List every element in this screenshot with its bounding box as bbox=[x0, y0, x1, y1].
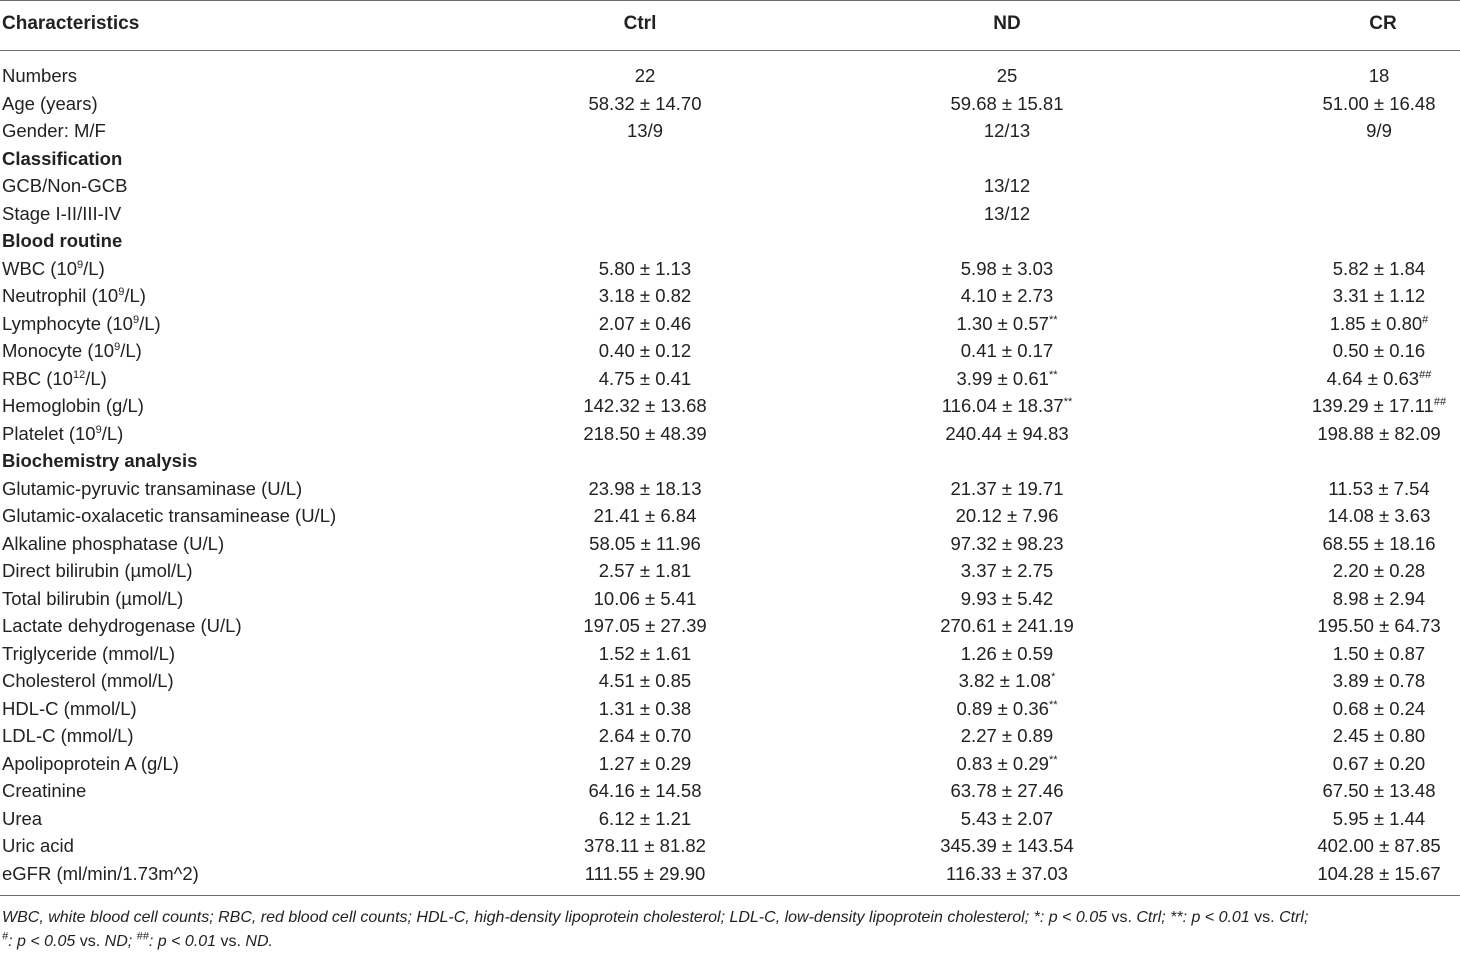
cr-value: 0.50 ± 0.16 bbox=[1332, 340, 1426, 361]
ctrl-value: 64.16 ± 14.58 bbox=[588, 780, 702, 801]
nd-value: 240.44 ± 94.83 bbox=[945, 422, 1069, 444]
table-row bbox=[0, 667, 1460, 695]
row-label: Neutrophil $(10^9/L)$ bbox=[2, 285, 146, 306]
table-row bbox=[0, 530, 1460, 558]
cr-value: 5.95 ± 1.44 bbox=[1332, 807, 1426, 829]
table-row bbox=[0, 310, 1460, 338]
nd-value: 3.37 ± 2.75 bbox=[960, 560, 1054, 581]
table-row bbox=[0, 777, 1460, 805]
table-row bbox=[0, 502, 1460, 530]
cr-value: 198.88 ± 82.09 bbox=[1317, 422, 1441, 444]
table-row bbox=[0, 805, 1460, 833]
section-row bbox=[0, 447, 1460, 475]
ctrl-value: 0.40 ± 0.12 bbox=[598, 340, 692, 361]
ctrl-value: 58.32 ± 14.70 bbox=[588, 92, 702, 114]
row-label: eGFR (ml/min/1.73m^2) bbox=[2, 862, 199, 884]
ctrl-value: 1.52 ± 1.61 bbox=[598, 642, 692, 664]
table-row bbox=[0, 337, 1460, 365]
cr-value: 5.82 ± 1.84 bbox=[1332, 257, 1426, 279]
header-rule bbox=[0, 50, 1460, 51]
ctrl-value: 22 bbox=[634, 65, 656, 86]
cr-value: 68.55 ± 18.16 bbox=[1322, 532, 1436, 554]
section-label: Classification bbox=[2, 147, 123, 169]
nd-value: 59.68 ± 15.81 bbox=[950, 92, 1064, 114]
row-label: Cholesterol (mmol/L) bbox=[2, 670, 174, 691]
row-label: Glutamic-oxalacetic transaminease (U/L) bbox=[2, 505, 337, 526]
section-row bbox=[0, 145, 1460, 173]
cr-value: 11.53 ± 7.54 bbox=[1328, 477, 1430, 499]
ctrl-value: 197.05 ± 27.39 bbox=[583, 615, 707, 636]
row-label: RBC $(10^{12}/L)$ bbox=[2, 367, 107, 389]
row-label: Creatinine bbox=[2, 780, 87, 801]
nd-value: 5.98 ± 3.03 bbox=[960, 257, 1054, 279]
cr-value: 1.85 ± 0.80# bbox=[1329, 312, 1429, 334]
ctrl-value: 111.55 ± 29.90 bbox=[584, 862, 706, 884]
table-top-rule bbox=[0, 0, 1460, 1]
ctrl-value: 10.06 ± 5.41 bbox=[593, 587, 697, 609]
cr-value: 195.50 ± 64.73 bbox=[1317, 615, 1441, 636]
ctrl-value: 4.75 ± 0.41 bbox=[598, 367, 692, 389]
cr-value: 51.00 ± 16.48 bbox=[1322, 92, 1436, 114]
ctrl-value: 142.32 ± 13.68 bbox=[583, 395, 707, 416]
cr-value: 67.50 ± 13.48 bbox=[1322, 780, 1436, 801]
nd-value: 0.89 ± 0.36** bbox=[956, 697, 1058, 719]
row-label: Age (years) bbox=[2, 92, 98, 114]
cr-value: 139.29 ± 17.11## bbox=[1311, 395, 1447, 416]
row-label: Monocyte $(10^9/L)$ bbox=[2, 340, 142, 361]
row-label: Hemoglobin (g/L) bbox=[2, 395, 144, 416]
ctrl-value: 378.11 ± 81.82 bbox=[584, 835, 706, 856]
cr-value: 0.67 ± 0.20 bbox=[1332, 752, 1426, 774]
table-row bbox=[0, 585, 1460, 613]
table-row bbox=[0, 255, 1460, 283]
ctrl-value: 5.80 ± 1.13 bbox=[598, 257, 692, 279]
nd-value: 9.93 ± 5.42 bbox=[960, 587, 1054, 609]
table-row bbox=[0, 640, 1460, 668]
ctrl-value: 58.05 ± 11.96 bbox=[589, 532, 701, 554]
row-label: Gender: M/F bbox=[2, 120, 106, 141]
cr-value: 0.68 ± 0.24 bbox=[1332, 697, 1426, 719]
row-label: Total bilirubin (µmol/L) bbox=[2, 587, 184, 609]
table-row bbox=[0, 475, 1460, 503]
row-label: Lactate dehydrogenase (U/L) bbox=[2, 615, 242, 636]
row-label: Urea bbox=[2, 807, 43, 829]
table-row bbox=[0, 365, 1460, 393]
row-label: Glutamic-pyruvic transaminase (U/L) bbox=[2, 477, 303, 499]
table-footnote: WBC, white blood cell counts; RBC, red blood cell counts; HDL-C, high-density lipoprotein cholesterol; LDL-C, low-density lipoprotein cholesterol; *: p < 0.05 vs. Ctrl; **: p < 0.01 vs. Ctrl; #: p < 0.05 vs. ND; ##: p < 0.01 vs. ND. bbox=[2, 909, 1309, 950]
nd-value: 2.27 ± 0.89 bbox=[960, 725, 1054, 746]
nd-value: 21.37 ± 19.71 bbox=[950, 477, 1064, 499]
table-row bbox=[0, 695, 1460, 723]
nd-value: 97.32 ± 98.23 bbox=[950, 532, 1064, 554]
nd-value: 270.61 ± 241.19 bbox=[940, 615, 1074, 636]
table-row bbox=[0, 722, 1460, 750]
table-row bbox=[0, 557, 1460, 585]
table-row bbox=[0, 750, 1460, 778]
cr-value: 8.98 ± 2.94 bbox=[1332, 587, 1426, 609]
nd-value: 5.43 ± 2.07 bbox=[960, 807, 1054, 829]
nd-value: 0.41 ± 0.17 bbox=[960, 340, 1054, 361]
row-label: WBC $(10^9/L)$ bbox=[2, 257, 105, 279]
cr-value: 2.45 ± 0.80 bbox=[1332, 725, 1426, 746]
section-row bbox=[0, 227, 1460, 255]
cr-value: 3.31 ± 1.12 bbox=[1332, 285, 1426, 306]
section-label: Biochemistry analysis bbox=[2, 450, 198, 471]
table-row bbox=[0, 392, 1460, 420]
header-ctrl: Ctrl bbox=[623, 13, 657, 34]
ctrl-value: 23.98 ± 18.13 bbox=[588, 477, 702, 499]
cr-value: 402.00 ± 87.85 bbox=[1317, 835, 1441, 856]
ctrl-value: 2.57 ± 1.81 bbox=[598, 560, 692, 581]
row-label: Stage I-II/III-IV bbox=[2, 202, 122, 224]
header-characteristics: Characteristics bbox=[2, 13, 140, 34]
ctrl-value: 3.18 ± 0.82 bbox=[598, 285, 692, 306]
ctrl-value: 1.27 ± 0.29 bbox=[598, 752, 692, 774]
table-row bbox=[0, 282, 1460, 310]
nd-value: 1.30 ± 0.57** bbox=[956, 312, 1058, 334]
cr-value: 14.08 ± 3.63 bbox=[1327, 505, 1431, 526]
table-row bbox=[0, 200, 1460, 228]
nd-value: 25 bbox=[996, 65, 1018, 86]
nd-value: 3.99 ± 0.61** bbox=[956, 367, 1058, 389]
table-row bbox=[0, 62, 1460, 90]
nd-value: 345.39 ± 143.54 bbox=[940, 835, 1074, 856]
nd-value: 4.10 ± 2.73 bbox=[960, 285, 1054, 306]
ctrl-value: 21.41 ± 6.84 bbox=[593, 505, 697, 526]
nd-value: 63.78 ± 27.46 bbox=[950, 780, 1064, 801]
cr-value: 2.20 ± 0.28 bbox=[1332, 560, 1426, 581]
nd-value: 13/12 bbox=[983, 175, 1031, 196]
nd-value: 3.82 ± 1.08* bbox=[958, 670, 1056, 691]
ctrl-value: 1.31 ± 0.38 bbox=[598, 697, 692, 719]
table-row bbox=[0, 612, 1460, 640]
row-label: Platelet $(10^9/L)$ bbox=[2, 422, 124, 444]
row-label: Lymphocyte $(10^9/L)$ bbox=[2, 312, 161, 334]
ctrl-value: 6.12 ± 1.21 bbox=[598, 807, 692, 829]
cr-value: 9/9 bbox=[1366, 120, 1392, 141]
row-label: Uric acid bbox=[2, 835, 74, 856]
ctrl-value: 2.07 ± 0.46 bbox=[598, 312, 692, 334]
ctrl-value: 218.50 ± 48.39 bbox=[583, 422, 707, 444]
nd-value: 0.83 ± 0.29** bbox=[956, 752, 1058, 774]
row-label: Alkaline phosphatase (U/L) bbox=[2, 532, 225, 554]
table-bottom-rule bbox=[0, 895, 1460, 896]
row-label: Apolipoprotein A (g/L) bbox=[2, 752, 179, 774]
section-label: Blood routine bbox=[2, 230, 123, 251]
table-row bbox=[0, 860, 1460, 888]
ctrl-value: 4.51 ± 0.85 bbox=[598, 670, 692, 691]
row-label: Numbers bbox=[2, 65, 78, 86]
cr-value: 18 bbox=[1368, 65, 1390, 86]
row-label: GCB/Non-GCB bbox=[2, 175, 128, 196]
row-label: Triglyceride (mmol/L) bbox=[2, 642, 176, 664]
table-row bbox=[0, 420, 1460, 448]
nd-value: 12/13 bbox=[983, 120, 1031, 141]
row-label: LDL-C (mmol/L) bbox=[2, 725, 134, 746]
row-label: Direct bilirubin (µmol/L) bbox=[2, 560, 193, 581]
table-row bbox=[0, 832, 1460, 860]
cr-value: 1.50 ± 0.87 bbox=[1332, 642, 1426, 664]
row-label: HDL-C (mmol/L) bbox=[2, 697, 137, 719]
table-row bbox=[0, 90, 1460, 118]
table-row bbox=[0, 117, 1460, 145]
nd-value: 116.04 ± 18.37** bbox=[941, 395, 1073, 416]
cr-value: 104.28 ± 15.67 bbox=[1317, 862, 1441, 884]
nd-value: 116.33 ± 37.03 bbox=[946, 862, 1068, 884]
header-cr: CR bbox=[1369, 13, 1397, 34]
table-row bbox=[0, 172, 1460, 200]
cr-value: 3.89 ± 0.78 bbox=[1332, 670, 1426, 691]
nd-value: 1.26 ± 0.59 bbox=[960, 642, 1054, 664]
header-nd: ND bbox=[993, 13, 1021, 34]
ctrl-value: 2.64 ± 0.70 bbox=[598, 725, 692, 746]
nd-value: 13/12 bbox=[983, 202, 1031, 224]
nd-value: 20.12 ± 7.96 bbox=[955, 505, 1059, 526]
ctrl-value: 13/9 bbox=[626, 120, 664, 141]
cr-value: 4.64 ± 0.63## bbox=[1326, 367, 1432, 389]
